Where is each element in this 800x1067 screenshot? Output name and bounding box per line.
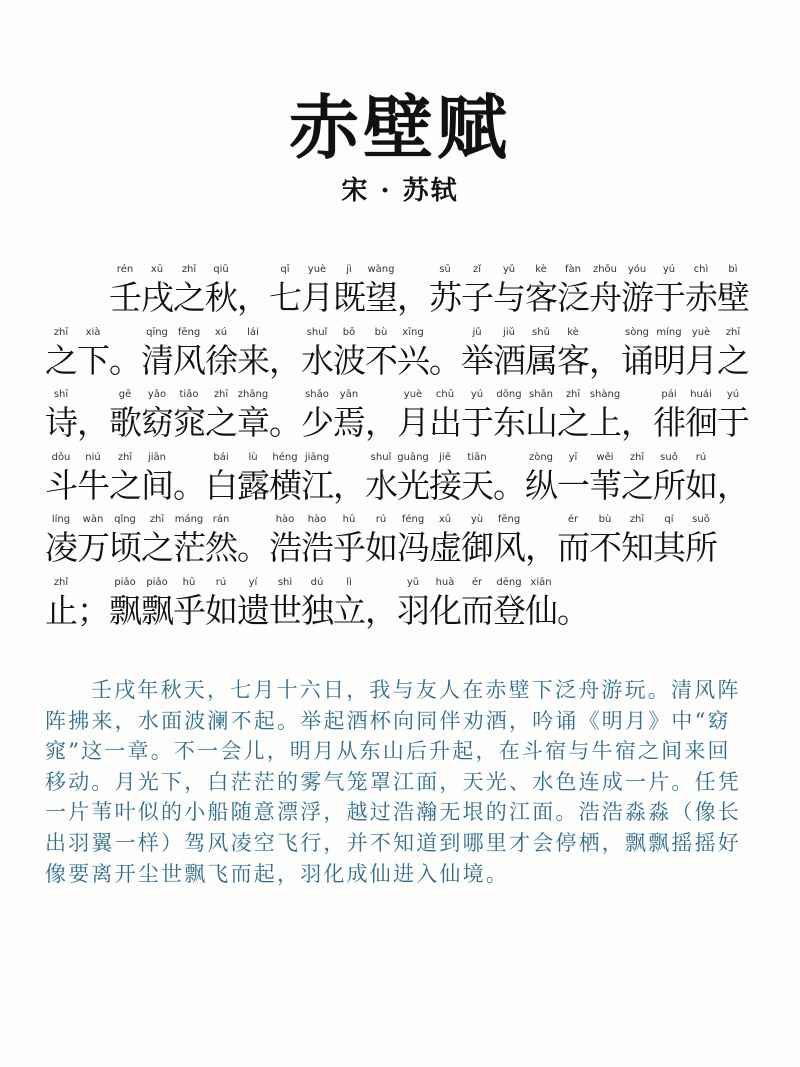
- pinyin: gē: [118, 389, 132, 400]
- pinyin: yuè: [403, 389, 423, 400]
- pinyin-row: [109, 262, 785, 278]
- pinyin: zhī: [629, 514, 645, 525]
- pinyin: rú: [375, 514, 387, 525]
- pinyin: guāng: [397, 451, 429, 463]
- translation-line: 壬戌年秋天，七月十六日，我与友人在赤壁下泛舟游玩。清风阵: [91, 678, 741, 702]
- pinyin: huái: [690, 389, 712, 400]
- pinyin: jiān: [147, 451, 167, 463]
- pinyin: zhī: [213, 389, 229, 400]
- pinyin: [621, 387, 653, 403]
- pinyin: [77, 575, 109, 591]
- pinyin: yù: [470, 514, 484, 525]
- poem-line: [45, 575, 785, 638]
- pinyin: kè: [567, 326, 579, 338]
- pinyin: qīng: [146, 326, 168, 338]
- translation-line: 移动。月光下，白茫茫的雾气笼罩江面，天光、水色连成一片。任凭: [45, 769, 741, 794]
- pinyin: tiān: [467, 451, 487, 463]
- page-title: 赤壁赋: [289, 86, 511, 169]
- pinyin: hào: [275, 514, 295, 525]
- pinyin: bō: [342, 326, 356, 338]
- pinyin: shī: [53, 389, 69, 400]
- author-line: 宋 · 苏轼: [341, 176, 459, 206]
- pinyin: lù: [248, 451, 258, 463]
- pinyin: rú: [695, 451, 707, 463]
- pinyin: zòng: [528, 451, 554, 463]
- pinyin: zhī: [53, 326, 69, 338]
- pinyin: xīng: [402, 326, 424, 338]
- pinyin: hū: [342, 514, 356, 525]
- pinyin: dōng: [496, 389, 522, 400]
- pinyin: [429, 325, 461, 341]
- pinyin: yī: [568, 451, 578, 463]
- pinyin: wěi: [596, 451, 614, 463]
- pinyin: [493, 450, 525, 466]
- pinyin: qiū: [213, 264, 229, 275]
- pinyin: zhǐ: [53, 576, 69, 588]
- poem-line: [45, 512, 785, 575]
- pinyin: jiāng: [304, 451, 330, 463]
- pinyin: yuè: [307, 264, 327, 275]
- pinyin: héng: [272, 451, 298, 463]
- pinyin: [397, 262, 429, 278]
- pinyin: lái: [247, 326, 259, 338]
- pinyin: zhōu: [592, 264, 618, 275]
- pinyin: yú: [662, 264, 676, 275]
- pinyin: fàn: [565, 264, 581, 275]
- pinyin: [365, 387, 397, 403]
- pinyin: hū: [182, 576, 196, 588]
- pinyin-row: [45, 512, 785, 528]
- pinyin: yóu: [627, 264, 647, 275]
- pinyin: shì: [277, 576, 293, 588]
- poem-text: [45, 262, 785, 637]
- pinyin: sòng: [624, 326, 649, 338]
- poem-line: [45, 387, 785, 450]
- pinyin: ér: [471, 576, 483, 588]
- poem-line: [45, 262, 785, 325]
- pinyin: [557, 575, 589, 591]
- pinyin: suǒ: [660, 451, 678, 463]
- pinyin: yǔ: [502, 264, 516, 275]
- poem-characters: 止；飘飘乎如遗世独立，羽化而登仙。: [45, 590, 589, 630]
- pinyin: zhī: [629, 451, 645, 463]
- pinyin: wàng: [367, 264, 395, 275]
- pinyin: bù: [374, 326, 388, 338]
- pinyin: qǐng: [114, 514, 136, 525]
- pinyin: [365, 575, 397, 591]
- poem-characters: 凌万顷之茫然。浩浩乎如冯虚御风，而不知其所: [45, 528, 717, 567]
- pinyin: ér: [567, 514, 579, 525]
- pinyin: qī: [280, 264, 290, 275]
- pinyin: [717, 450, 749, 466]
- pinyin: féng: [401, 514, 425, 525]
- pinyin: rán: [212, 514, 230, 525]
- pinyin-row: [45, 325, 785, 341]
- poem-line: [45, 325, 785, 388]
- pinyin: xiān: [530, 576, 552, 588]
- pinyin: xú: [214, 326, 228, 338]
- poem-characters: 诗，歌窈窕之章。少焉，月出于东山之上，徘徊于: [45, 403, 749, 442]
- pinyin: shuǐ: [370, 451, 392, 463]
- pinyin: shǔ: [532, 326, 550, 338]
- pinyin: yú: [726, 389, 740, 400]
- pinyin: dǒu: [51, 451, 71, 463]
- pinyin: piāo: [114, 576, 136, 588]
- pinyin: huà: [435, 576, 455, 588]
- translation-line: 一片苇叶似的小船随意漂浮，越过浩瀚无垠的江面。浩浩淼淼（像长: [45, 800, 741, 825]
- pinyin: fēng: [177, 326, 201, 338]
- pinyin-row: [45, 450, 785, 466]
- pinyin: dú: [310, 576, 324, 588]
- pinyin: sū: [439, 264, 451, 275]
- pinyin: zhī: [181, 264, 197, 275]
- pinyin: [237, 512, 269, 528]
- pinyin: zhī: [117, 451, 133, 463]
- pinyin: dēng: [496, 576, 522, 588]
- pinyin-row: [45, 575, 785, 591]
- pinyin: [589, 325, 621, 341]
- pinyin: bì: [728, 264, 738, 275]
- translation-line: 阵拂来，水面波澜不起。举起酒杯向同伴劝酒，吟诵《明月》中“窈: [45, 708, 731, 733]
- pinyin-row: [45, 387, 785, 403]
- pinyin: zhī: [565, 389, 581, 400]
- pinyin: [525, 512, 557, 528]
- pinyin: [77, 387, 109, 403]
- pinyin: fēng: [497, 514, 521, 525]
- pinyin: bái: [213, 451, 229, 463]
- poem-characters: 斗牛之间。白露横江，水光接天。纵一苇之所如，: [45, 465, 749, 505]
- pinyin: jǔ: [472, 326, 482, 338]
- translation-line: 窕”这一章。不一会儿，明月从东山后升起，在斗宿与牛宿之间来回: [45, 739, 731, 764]
- pinyin: zhī: [725, 326, 741, 338]
- translation-text: [45, 675, 765, 889]
- pinyin: qí: [664, 514, 674, 525]
- pinyin: hào: [307, 514, 327, 525]
- pinyin: míng: [656, 326, 682, 338]
- pinyin: [237, 262, 269, 278]
- pinyin: wàn: [82, 514, 104, 525]
- pinyin: yú: [470, 389, 484, 400]
- pinyin: [109, 325, 141, 341]
- pinyin: [173, 450, 205, 466]
- pinyin: shàng: [589, 389, 621, 400]
- pinyin: jiǔ: [503, 326, 515, 338]
- pinyin: kè: [535, 264, 547, 275]
- poem-characters: 之下。清风徐来，水波不兴。举酒属客，诵明月之: [45, 340, 749, 380]
- pinyin: zhī: [149, 514, 165, 525]
- pinyin: xià: [85, 326, 101, 338]
- pinyin: suǒ: [692, 514, 710, 525]
- pinyin: yǎo: [147, 389, 167, 400]
- pinyin: shuǐ: [306, 326, 328, 338]
- pinyin: chū: [435, 389, 455, 400]
- pinyin: niú: [85, 451, 101, 463]
- pinyin: zǐ: [472, 264, 482, 275]
- pinyin: jiē: [439, 451, 451, 463]
- pinyin: [333, 450, 365, 466]
- pinyin: yuè: [691, 326, 711, 338]
- pinyin: lì: [346, 576, 352, 588]
- pinyin: pái: [661, 389, 677, 400]
- translation-line: 出羽翼一样）驾风凌空飞行，并不知道到哪里才会停栖，飘飘摇摇好: [45, 830, 741, 855]
- pinyin: máng: [174, 514, 204, 525]
- pinyin: líng: [51, 514, 71, 525]
- pinyin: zhāng: [237, 389, 269, 400]
- pinyin: rú: [215, 576, 227, 588]
- pinyin: piāo: [146, 576, 168, 588]
- pinyin: [269, 325, 301, 341]
- poem-characters: 壬戌之秋，七月既望，苏子与客泛舟游于赤壁: [109, 278, 749, 317]
- pinyin: rén: [116, 264, 134, 275]
- pinyin: shǎo: [305, 389, 329, 400]
- pinyin: jì: [346, 264, 352, 275]
- pinyin: tiǎo: [179, 389, 199, 400]
- pinyin: yān: [339, 389, 359, 400]
- pinyin: xū: [150, 264, 164, 275]
- pinyin: yí: [248, 576, 258, 588]
- pinyin: [269, 387, 301, 403]
- pinyin: yǔ: [406, 576, 420, 588]
- poem-line: [45, 450, 785, 513]
- pinyin: bù: [598, 514, 612, 525]
- pinyin: chì: [693, 264, 709, 275]
- translation-line: 像要离开尘世飘飞而起，羽化成仙进入仙境。: [45, 861, 509, 886]
- pinyin: xū: [438, 514, 452, 525]
- pinyin: shān: [528, 389, 553, 400]
